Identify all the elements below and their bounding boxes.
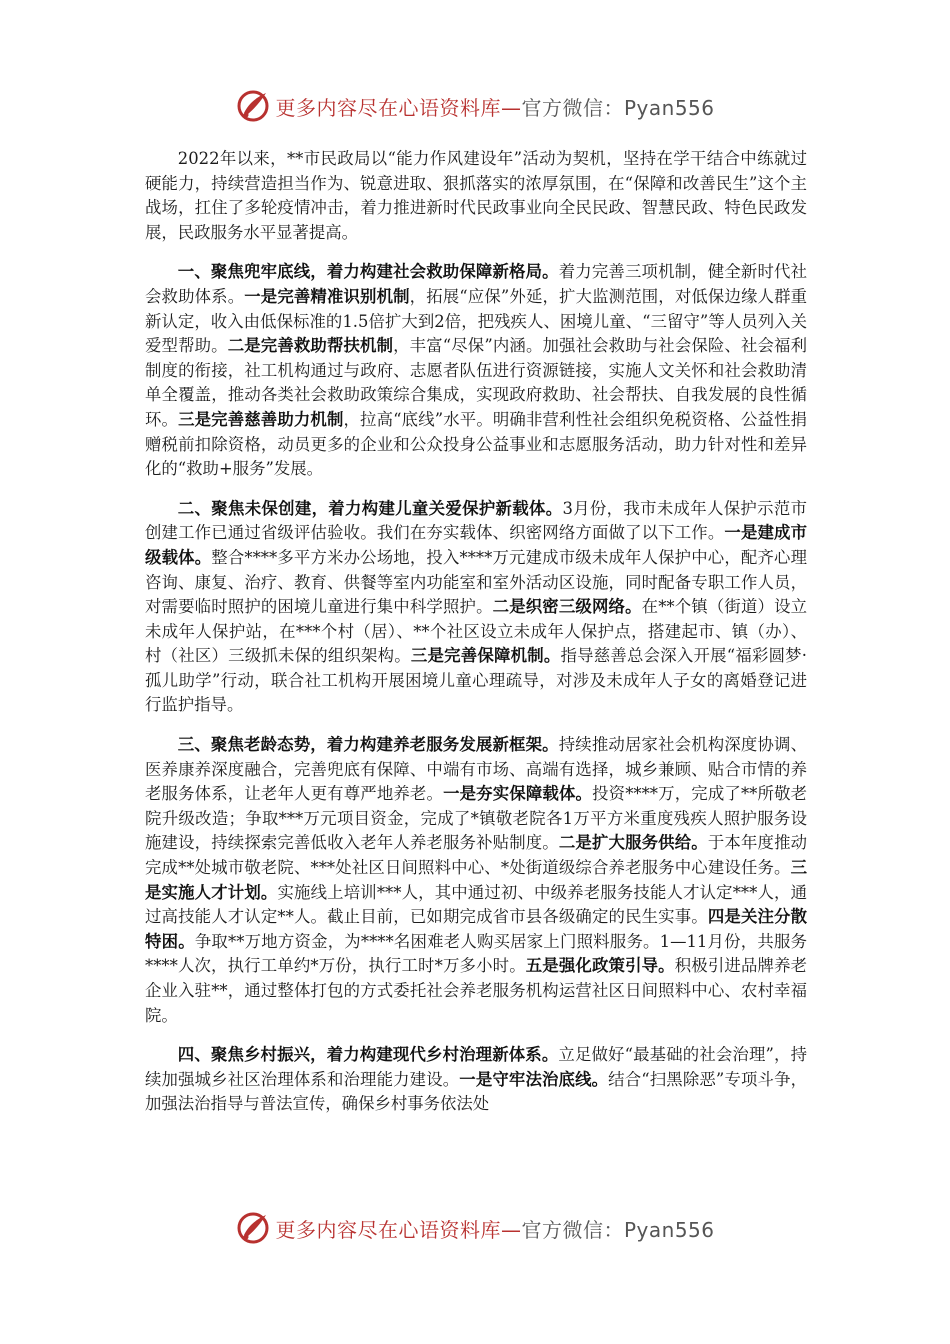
- item-label: 一是夯实保障载体。: [443, 784, 593, 804]
- section-lead: 3月份，我市未成年人保护示范市创建工作已通过省级评估验收。我们在夯实载体、织密网络方面做了以下工作。: [145, 498, 807, 543]
- section-heading: 四、聚焦乡村振兴，着力构建现代乡村治理新体系。: [177, 1045, 559, 1065]
- item-text: 积极引进品牌养老企业入驻**，通过整体打包的方式委托社会养老服务机构运营社区日间照料中心、农村幸福院。: [145, 956, 808, 1025]
- item-label: 二是扩大服务供给。: [558, 833, 708, 853]
- item-label: 三是完善慈善助力机制: [178, 409, 344, 429]
- item-text: ，丰富“尽保”内涵。加强社会救助与社会保险、社会福利制度的衔接，社工机构通过与政府、志愿者队伍进行资源链接，实施人文关怀和社会救助清单全覆盖，推动各类社会救助政策综合集成，实现政府救助、社会帮扶、自我发展的良性循环。: [145, 336, 807, 429]
- section-lead: 持续推动居家社会机构深度协调、医养康养深度融合，完善兜底有保障、中端有市场、高端有选择，城乡兼顾、贴合市情的养老服务体系，让老年人更有尊严地养老。: [145, 735, 807, 804]
- banner-wechat-label: 官方微信：: [521, 1217, 624, 1242]
- section-4: [145, 1043, 807, 1117]
- item-text: ，拉高“底线”水平。明确非营利性社会组织免税资格、公益性捐赠税前扣除资格，动员更多的企业和公众投身公益事业和志愿服务活动，助力针对性和差异化的“救助+服务”发展。: [145, 409, 808, 479]
- banner-wechat-label: 官方微信：: [521, 95, 624, 120]
- item-text: 于本年度推动完成**处城市敬老院、***处社区日间照料中心、*处街道级综合养老服务中心建设任务。: [145, 833, 808, 878]
- item-label: 三是实施人才计划。: [145, 858, 807, 902]
- item-label: 二是完善救助帮扶机制: [227, 336, 394, 356]
- item-text: ，拓展“应保”外延，扩大监测范围，对低保边缘人群重新认定，收入由低保标准的1.5倍扩大到2倍，把残疾人、困境儿童、“三留守”等人员列入关爱型帮助。: [145, 286, 807, 356]
- item-label: 一是建成市级载体。: [145, 523, 807, 567]
- item-text: 在**个镇（街道）设立未成年人保护站，在***个村（居）、**个社区设立未成年人保护点，搭建起市、镇（办）、村（社区）三级抓未保的组织架构。: [145, 597, 808, 666]
- section-heading: 一、聚焦兜牢底线，着力构建社会救助保障新格局。: [177, 262, 559, 282]
- section-lead: 着力完善三项机制，健全新时代社会救助体系。: [145, 262, 807, 306]
- item-label: 三是完善保障机制。: [410, 646, 561, 666]
- section-3: [145, 733, 807, 1028]
- item-label: 一是守牢法治底线。: [459, 1069, 609, 1089]
- item-label: 五是强化政策引导。: [525, 956, 675, 976]
- banner-dash: —: [500, 1217, 522, 1242]
- banner-account: Pyan556: [623, 95, 715, 120]
- banner-main-text: 更多内容尽在心语资料库: [275, 1217, 501, 1242]
- header-watermark-banner: [0, 86, 950, 126]
- item-text: 指导慈善总会深入开展“福彩圆梦·孤儿助学”行动，联合社工机构开展困境儿童心理疏导，对涉及未成年人子女的离婚登记进行监护指导。: [145, 646, 808, 715]
- item-label: 一是完善精准识别机制: [244, 286, 410, 306]
- section-lead: 立足做好“最基础的社会治理”，持续加强城乡社区治理体系和治理能力建设。: [145, 1045, 807, 1089]
- brush-logo-icon: [235, 1210, 271, 1246]
- brush-logo-icon: [235, 88, 271, 124]
- item-text: 实施线上培训***人，其中通过初、中级养老服务技能人才认定***人，通过高技能人才认定**人。截止目前，已如期完成省市县各级确定的民生实事。: [145, 882, 807, 927]
- item-label: 四是关注分散特困。: [145, 907, 808, 951]
- item-text: 结合“扫黑除恶”专项斗争，加强法治指导与普法宣传，确保乡村事务依法处: [145, 1069, 808, 1114]
- banner-text: [275, 1214, 714, 1243]
- banner-text: [275, 92, 714, 121]
- section-heading: 三、聚焦老龄态势，着力构建养老服务发展新框架。: [177, 735, 559, 755]
- item-text: 争取**万地方资金，为****名困难老人购买居家上门照料服务。1—11月份，共服务****人次，执行工单约*万份，执行工时*万多小时。: [145, 931, 807, 976]
- banner-account: Pyan556: [623, 1217, 715, 1242]
- item-text: 整合****多平方米办公场地，投入****万元建成市级未成年人保护中心，配齐心理咨询、康复、治疗、教育、供餐等室内功能室和室外活动区设施，同时配备专职工作人员，对需要临时照护的困境儿童进行集中科学照护。: [145, 547, 808, 617]
- banner-main-text: 更多内容尽在心语资料库: [275, 95, 501, 120]
- intro-paragraph: 2022年以来，**市民政局以“能力作风建设年”活动为契机，坚持在学干结合中练就过硬能力，持续营造担当作为、锐意进取、狠抓落实的浓厚氛围，在“保障和改善民生”这个主战场，扛住了多轮疫情冲击，着力推进新时代民政事业向全民民政、智慧民政、特色民政发展，民政服务水平显著提高。: [145, 149, 807, 242]
- footer-watermark-banner: [0, 1208, 950, 1248]
- item-text: 投资****万，完成了**所敬老院升级改造；争取***万元项目资金，完成了*镇敬老院各1万平方米重度残疾人照护服务设施建设，持续探索完善低收入老年人养老服务补贴制度。: [145, 784, 808, 853]
- banner-dash: —: [500, 95, 522, 120]
- document-body: [145, 147, 807, 1132]
- section-1: [145, 260, 807, 481]
- item-label: 二是织密三级网络。: [492, 597, 642, 617]
- section-2: [145, 497, 807, 718]
- section-heading: 二、聚焦未保创建，着力构建儿童关爱保护新载体。: [177, 498, 563, 518]
